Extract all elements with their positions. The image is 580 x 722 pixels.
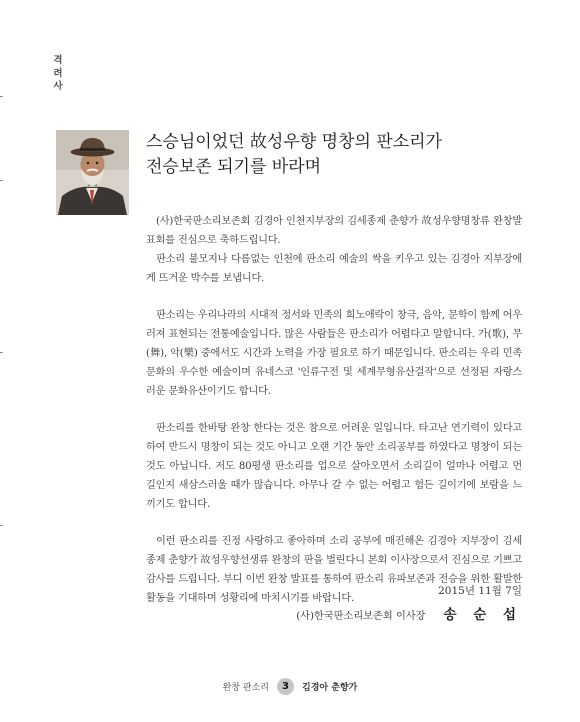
signature-block [296,603,522,623]
paragraph: 판소리를 한바탕 완창 한다는 것은 참으로 어려운 일입니다. 타고난 연기력이 있다고 하여 반드시 명창이 되는 것도 아니고 오랜 기간 동안 소리공부를 하였다고 명창이 되는 것도 아닙니다. 저도 80평생 판소리를 업으로 살아오면서 소리길이 얼마나 어렵고 먼 길인지 새삼스러울 때가 많습니다. 아무나 갈 수 없는 어렵고 험든 길이기에 보람을 느끼기도 합니다. [146,423,522,510]
title-line-2: 전승보존 되기를 바라며 [146,157,322,177]
margin-mark [0,525,3,526]
page-title [146,130,526,180]
paragraph: 이런 판소리를 진정 사랑하고 좋아하며 소리 공부에 매진해온 김경아 지부장이 김세종제 춘향가 故성우향선생류 완창의 판을 벌린다니 본회 이사장으로서 진심으로 기쁘고 감사를 드립니다. 부디 이번 완창 발표를 통하여 판소리 유파보존과 전승을 위한 활발한 활동을 기대하며 성황리에 마치시기를 바랍니다. [146,536,522,604]
title-line-1: 스승님이었던 故성우향 명창의 판소리가 [146,132,442,152]
section-tag: 격려사 [53,55,63,92]
margin-mark [0,352,3,353]
footer-right-label: 김경아 춘향가 [302,683,358,693]
signer-organization: (사)한국판소리보존회 이사장 [296,611,426,622]
signer-name: 송 순 섭 [443,607,522,623]
paragraph: 판소리 불모지나 다름없는 인천에 판소리 예술의 싹을 키우고 있는 김경아 지부장에게 뜨거운 박수를 보냅니다. [146,254,522,284]
page-number: 3 [277,678,294,695]
author-portrait [56,130,129,215]
letter-body [146,212,522,626]
page-footer [0,678,580,695]
paragraph: 판소리는 우리나라의 시대적 정서와 민족의 희노애락이 창극, 음악, 문학이 함께 어우러져 표현되는 전통예술입니다. 많은 사람들은 판소리가 어렵다고 말합니다. 가(歌), 무(舞), 악(樂) 중에서도 시간과 노력을 가장 필요로 하기 때문입니다. 판소리는 우리 민족문화의 우수한 예술이며 유네스코 '인류구전 및 세계무형유산걸작'으로 선정된 자랑스러운 문화유산이기도 합니다. [146,310,522,397]
letter-date: 2015년 11월 7일 [438,585,522,597]
paragraph: (사)한국판소리보존회 김경아 인천지부장의 김세종제 춘향가 故성우향명창류 완창발표회를 진심으로 축하드립니다. [146,216,522,246]
footer-left-label: 완창 판소리 [222,683,270,693]
margin-mark [0,180,3,181]
portrait-photo [56,130,129,215]
margin-mark [0,96,3,97]
